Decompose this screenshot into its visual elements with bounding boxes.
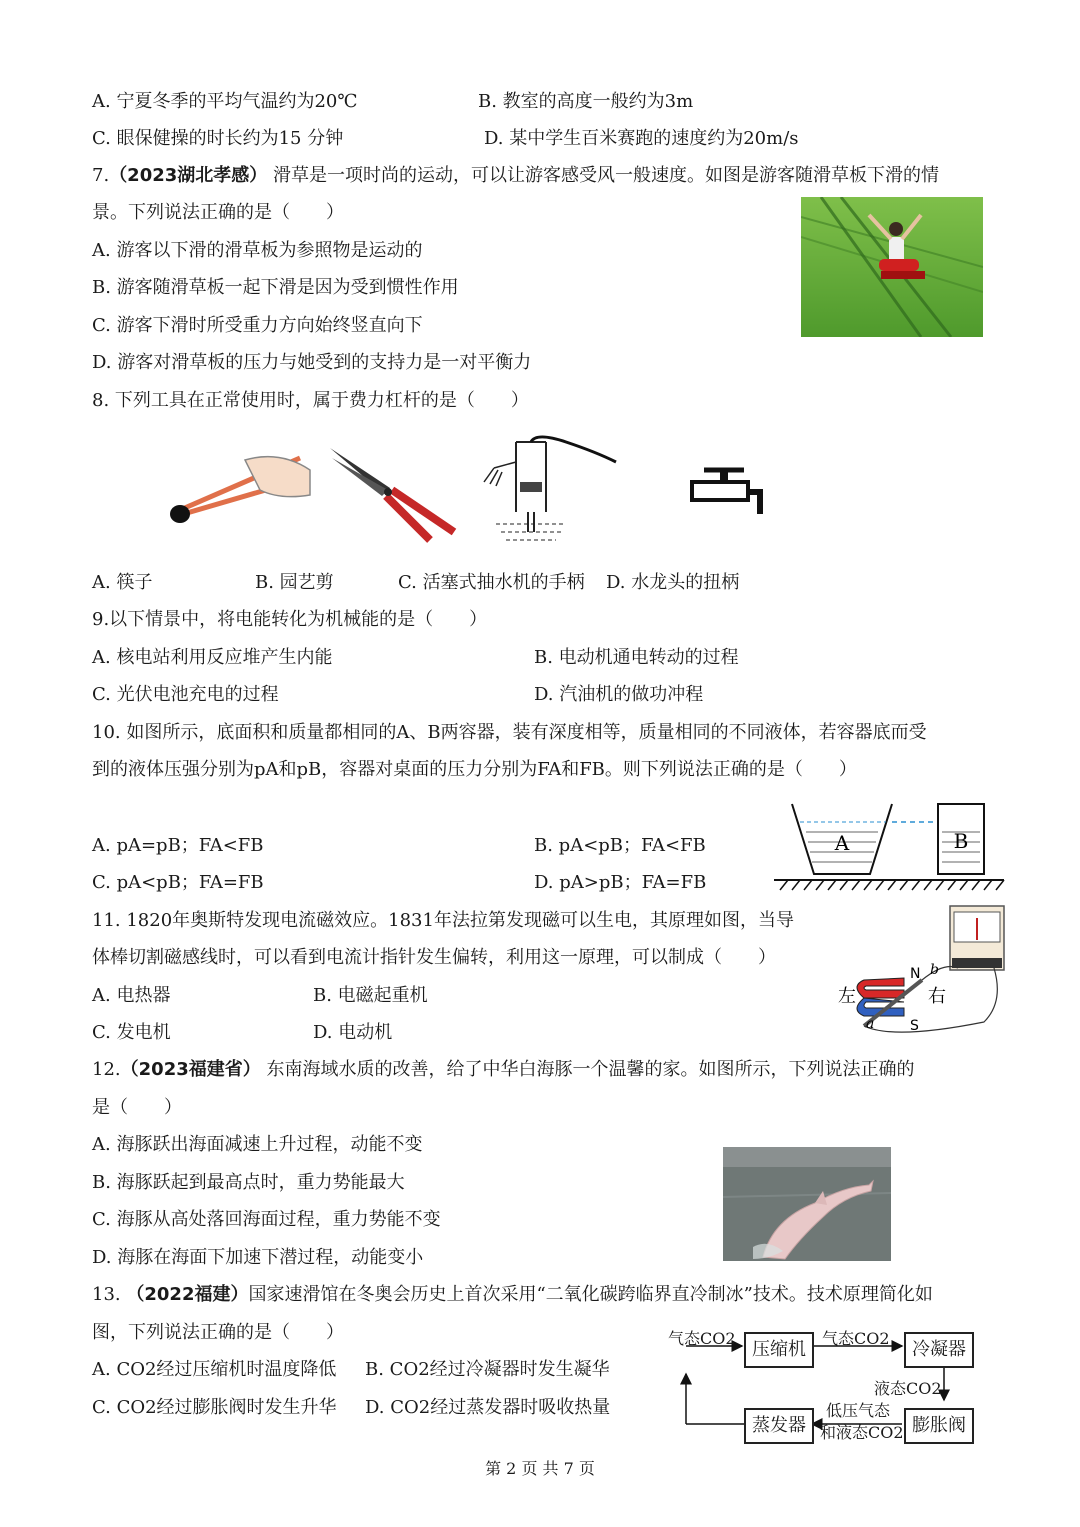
q13-stem-line2: 图，下列说法正确的是（ ） [92,1322,344,1343]
q11-option-d: D. 电动机 [313,1022,393,1043]
q10-option-d: D. pA>pB；FA=FB [534,872,707,893]
q10-option-a: A. pA=pB；FA<FB [92,835,264,856]
q12-option-a: A. 海豚跃出海面减速上升过程，动能不变 [92,1134,423,1155]
q13-number: 13. [92,1284,121,1305]
q7-option-c: C. 游客下滑时所受重力方向始终竖直向下 [92,315,423,336]
q13-option-c: C. CO2经过膨胀阀时发生升华 [92,1397,337,1418]
q12-option-c: C. 海豚从高处落回海面过程，重力势能不变 [92,1209,441,1230]
flow-liquid-label: 液态CO2 [874,1379,942,1398]
q7-stem-text: 滑草是一项时尚的运动，可以让游客感受风一般速度。如图是游客随滑草板下滑的情 [273,165,940,186]
grass-skiing-photo [801,197,983,337]
q7-option-b: B. 游客随滑草板一起下滑是因为受到惯性作用 [92,277,459,298]
q13-source: （2022福建） [126,1284,249,1305]
condenser-box: 冷凝器 [904,1332,974,1368]
containers-diagram [774,796,1006,892]
garden-shears-icon [322,440,462,544]
q13-option-b: B. CO2经过冷凝器时发生凝华 [365,1359,610,1380]
q12-source: （2023福建省） [120,1059,261,1080]
q8-option-d: D. 水龙头的扭柄 [606,572,740,593]
q10-option-c: C. pA<pB；FA=FB [92,872,264,893]
flow-lowpressure-label-1: 低压气态 [826,1401,891,1420]
point-b-label: b [930,962,939,978]
q8-stem: 8. 下列工具在正常使用时，属于费力杠杆的是（ ） [92,390,529,411]
evaporator-box: 蒸发器 [744,1408,814,1444]
q13-stem-line1 [92,1283,933,1307]
q13-option-d: D. CO2经过蒸发器时吸收热量 [365,1397,611,1418]
q9-option-d: D. 汽油机的做功冲程 [534,684,704,705]
flow-lowpressure-label-2: 和液态CO2 [820,1423,904,1442]
north-pole-label: N [910,966,921,982]
container-b-label: B [953,829,969,853]
q6-option-b: B. 教室的高度一般约为3m [478,91,694,112]
q10-stem-line2: 到的液体压强分别为pA和pB，容器对桌面的压力分别为FA和FB。则下列说法正确的是（ ） [92,759,857,780]
q6-option-d: D. 某中学生百米赛跑的速度约为20m/s [484,128,799,149]
flow-gas-in-label: 气态CO2 [668,1329,736,1348]
q13-stem-text: 国家速滑馆在冬奥会历史上首次采用“二氧化碳跨临界直冷制冰”技术。技术原理简化如 [248,1284,933,1305]
q11-stem-line2: 体棒切割磁感线时，可以看到电流计指针发生偏转，利用这一原理，可以制成（ ） [92,947,776,968]
page-footer: 第 2 页 共 7 页 [485,1459,595,1478]
q6-option-a: A. 宁夏冬季的平均气温约为20℃ [92,91,358,112]
q8-option-b: B. 园艺剪 [255,572,334,593]
q7-stem-line1 [92,164,939,188]
container-a-label: A [834,831,850,855]
q8-option-a: A. 筷子 [92,572,153,593]
right-label: 右 [928,986,946,1007]
q12-option-d: D. 海豚在海面下加速下潜过程，动能变小 [92,1247,424,1268]
q7-number: 7. [92,165,110,186]
q7-stem-line2: 景。下列说法正确的是（ ） [92,202,344,223]
q7-option-d: D. 游客对滑草板的压力与她受到的支持力是一对平衡力 [92,352,532,373]
q8-option-c: C. 活塞式抽水机的手柄 [398,572,585,593]
point-a-label: a [866,1016,875,1032]
q10-option-b: B. pA<pB；FA<FB [534,835,706,856]
q9-option-c: C. 光伏电池充电的过程 [92,684,279,705]
q12-stem-line2: 是（ ） [92,1097,182,1118]
q12-stem-line1 [92,1058,914,1082]
q11-stem-line1: 11. 1820年奥斯特发现电流磁效应。1831年法拉第发现磁可以生电，其原理如图，当导 [92,910,794,931]
q11-option-a: A. 电热器 [92,985,171,1006]
q9-option-b: B. 电动机通电转动的过程 [534,647,739,668]
q9-stem: 9.以下情景中，将电能转化为机械能的是（ ） [92,609,488,630]
q7-source: （2023湖北孝感） [109,165,268,186]
flow-gas-mid-label: 气态CO2 [822,1329,890,1348]
q12-stem-text: 东南海域水质的改善，给了中华白海豚一个温馨的家。如图所示，下列说法正确的 [266,1059,915,1080]
q12-option-b: B. 海豚跃起到最高点时，重力势能最大 [92,1172,405,1193]
q9-option-a: A. 核电站利用反应堆产生内能 [92,647,333,668]
q11-option-b: B. 电磁起重机 [313,985,428,1006]
dolphin-photo [723,1147,891,1261]
compressor-box: 压缩机 [744,1332,814,1368]
q6-option-c: C. 眼保健操的时长约为15 分钟 [92,128,344,149]
water-tap-icon [686,462,766,522]
electromagnetic-induction-diagram [834,902,1006,1036]
expansion-valve-box: 膨胀阀 [904,1408,974,1444]
piston-pump-icon [476,432,626,550]
south-pole-label: S [910,1018,919,1034]
left-label: 左 [838,986,856,1007]
q10-stem-line1: 10. 如图所示，底面积和质量都相同的A、B两容器，装有深度相等，质量相同的不同液体，若容器底而受 [92,722,927,743]
q13-option-a: A. CO2经过压缩机时温度降低 [92,1359,337,1380]
chopsticks-icon [160,440,320,540]
q7-option-a: A. 游客以下滑的滑草板为参照物是运动的 [92,240,423,261]
q12-number: 12. [92,1059,121,1080]
q11-option-c: C. 发电机 [92,1022,171,1043]
